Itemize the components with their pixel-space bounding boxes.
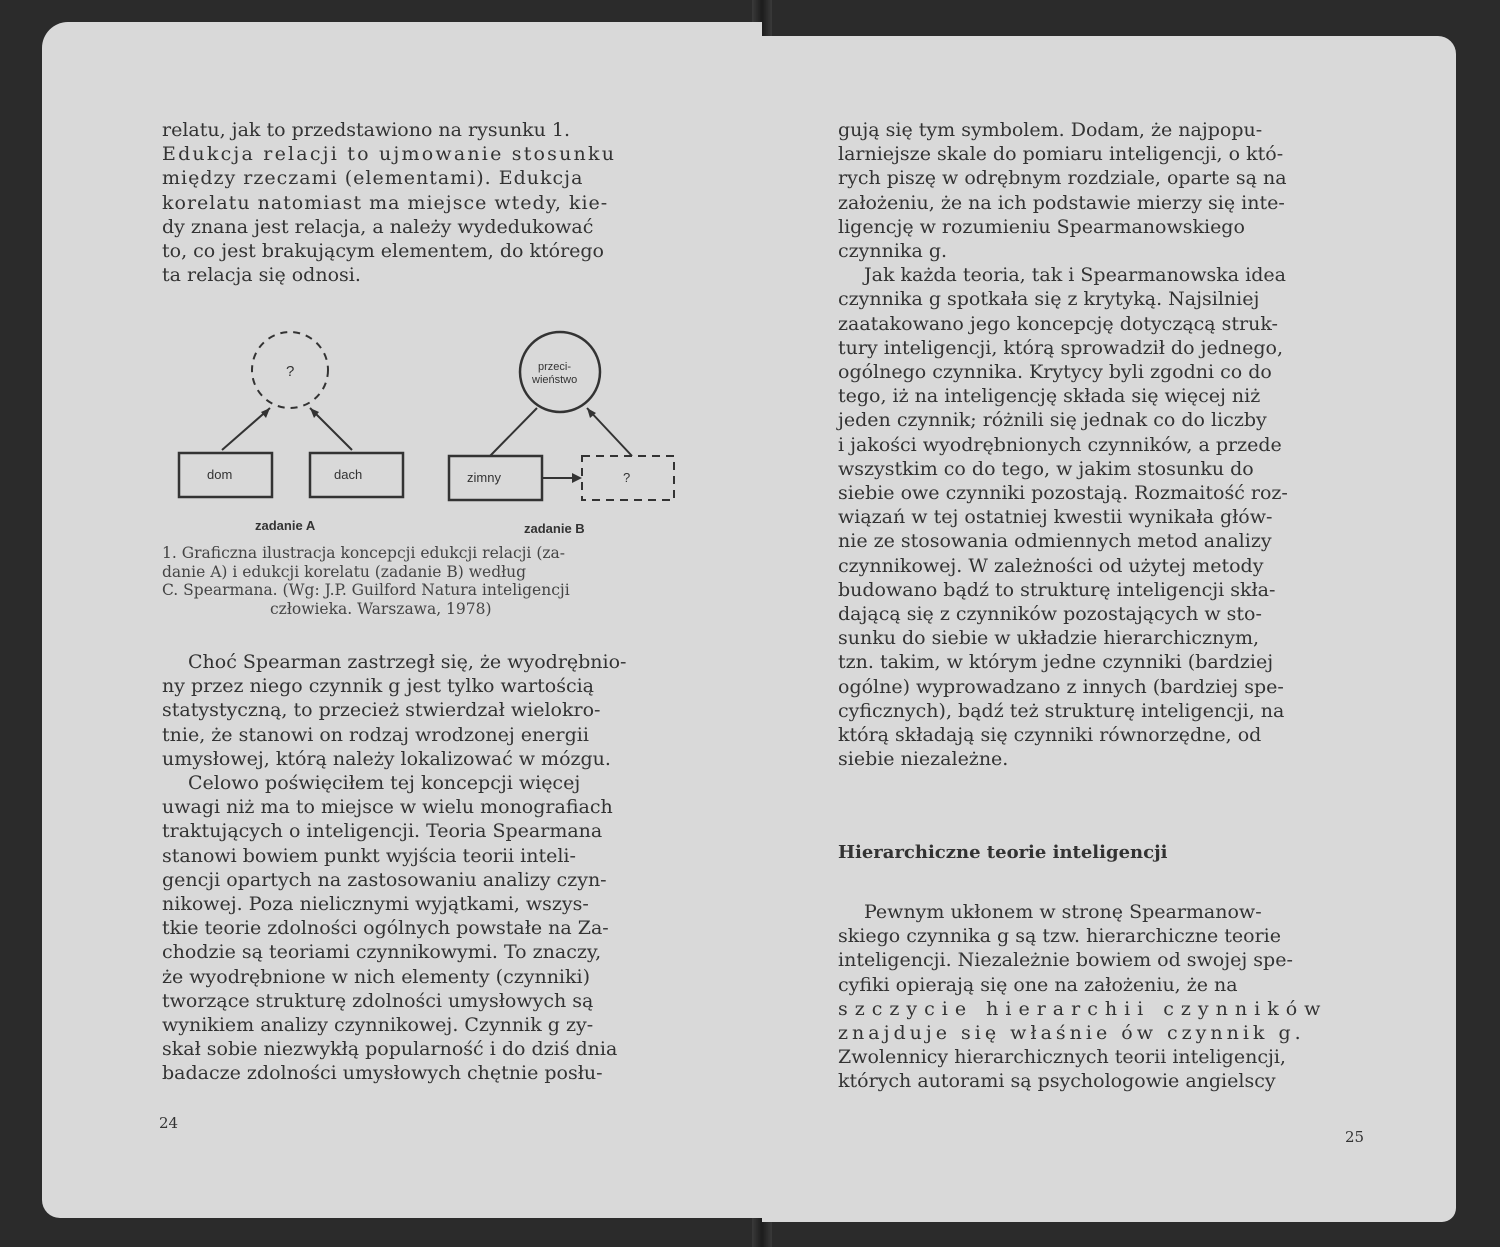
text-line: badacze zdolności umysłowych chętnie posłu- [162,1062,603,1085]
text-line: nikowej. Poza nielicznymi wyjątkami, wszys- [162,893,589,916]
text-line: zaatakowano jego koncepcję dotyczącą struk- [838,312,1278,335]
text-line: tzn. takim, w którym jedne czynniki (bardziej [838,651,1274,674]
task-label: zadanie B [524,521,585,536]
text-line: założeniu, że na ich podstawie mierzy się inte- [838,191,1285,214]
relation-line [490,408,537,456]
text-line: i jakości wyodrębnionych czynników, a przede [838,433,1282,456]
figure-caption [162,544,684,618]
caption-line: człowieka. Warszawa, 1978) [270,599,492,618]
text-line: ogólnego czynnika. Krytycy byli zgodni co do [838,361,1272,384]
task-label: zadanie A [255,518,316,533]
caption-line: C. Spearmana. (Wg: J.P. Guilford Natura inteligencji [162,581,570,599]
text-line: cyficznych), bądź też strukturę inteligencji, na [838,699,1285,722]
text-line: inteligencji. Niezależnie bowiem od swojej spe- [838,949,1293,972]
text-line: wynikiem analizy czynnikowej. Czynnik g zy- [162,1014,594,1037]
arrow-line [587,408,632,456]
text-line: dającą się z czynników pozostających w sto- [838,603,1262,626]
text-line: stanowi bowiem punkt wyjścia teorii inteli- [162,844,576,867]
text-line: znajduje się właśnie ów czynnik g. [838,1022,1305,1045]
page-number: 25 [1345,1128,1365,1146]
unknown-correlate-mark: ? [623,470,631,485]
text-line: czynnika g. [838,240,948,263]
text-line: skiego czynnika g są tzw. hierarchiczne teorie [838,925,1281,948]
text-line: umysłowej, którą należy lokalizować w mózgu. [162,747,611,770]
arrowhead [572,473,582,483]
caption-line: 1. Graficzna ilustracja koncepcji edukcji relacji (za- [162,544,566,562]
text-line: traktujących o inteligencji. Teoria Spearmana [162,820,603,843]
text-line: między rzeczami (elementami). Edukcja [162,167,584,190]
element-label: dom [207,467,233,482]
text-line: ogólne) wyprowadzano z innych (bardziej spe- [838,675,1284,698]
text-line: Jak każda teoria, tak i Spearmanowska idea [864,264,1286,287]
text-line: dy znana jest relacja, a należy wydedukować [162,215,594,238]
element-label: zimny [467,470,501,485]
spearman-diagram [162,322,702,542]
element-label: dach [334,467,363,482]
text-line: siebie niezależne. [838,748,1009,771]
text-line: cyfiki opierają się one na założeniu, że na [838,973,1238,996]
text-line: tkie teorie zdolności ogólnych powstałe na Za- [162,917,609,940]
left-page [42,22,762,1218]
text-line: korelatu natomiast ma miejsce wtedy, kie- [162,191,609,214]
arrowhead [261,408,270,418]
text-line: czynnikowej. W zależności od użytej metody [838,554,1264,577]
section-heading: Hierarchiczne teorie inteligencji [838,842,1168,863]
text-line: tworzące strukturę zdolności umysłowych są [162,989,594,1012]
text-line: rych piszę w odrębnym rozdziale, oparte są na [838,167,1287,190]
text-line: jeden czynnik; różnili się jednak co do liczby [838,409,1267,432]
text-line: szczycie hierarchii czynników [838,997,1328,1020]
text-line: tego, iż na inteligencję składa się więcej niż [838,385,1261,408]
text-line: siebie owe czynniki pozostają. Rozmaitość roz- [838,482,1288,505]
text-line: czynnika g spotkała się z krytyką. Najsilniej [838,288,1260,311]
caption-line: danie A) i edukcji korelatu (zadanie B) według [162,562,527,581]
body-paragraphs [162,650,684,1086]
text-line: chodzie są teoriami czynnikowymi. To znaczy, [162,941,602,964]
text-line: wszystkim co do tego, w jakim stosunku do [838,457,1254,480]
text-line: którą składają się czynniki równorzędne, od [838,724,1262,747]
text-line: Choć Spearman zastrzegł się, że wyodrębnio- [188,651,627,673]
text-line: sunku do siebie w układzie hierarchicznym, [838,627,1260,650]
text-line: Pewnym ukłonem w stronę Spearmanow- [864,901,1262,923]
right-page [762,36,1456,1222]
text-line: nie ze stosowania odmiennych metod analizy [838,530,1272,553]
body-paragraphs-top [838,118,1364,771]
page-number: 24 [159,1114,179,1132]
relation-label: przeci- [538,361,572,373]
intro-paragraph [162,118,685,287]
text-line: ligencję w rozumieniu Spearmanowskiego [838,215,1245,238]
text-line: gują się tym symbolem. Dodam, że najpopu- [838,119,1263,141]
text-line: gencji opartych na zastosowaniu analizy czyn- [162,868,607,891]
text-line: budowano bądź to strukturę inteligencji skła- [838,578,1276,601]
text-line: to, co jest brakującym elementem, do którego [162,240,605,263]
text-line: że wyodrębnione w nich elementy (czynniki) [162,965,591,988]
unknown-relation-mark: ? [286,363,295,380]
arrow-line [222,408,270,450]
text-line: tury inteligencji, którą sprowadził do jednego, [838,336,1283,359]
body-paragraphs-bottom [838,900,1364,1094]
text-line: tnie, że stanowi on rodzaj wrodzonej energii [162,723,589,746]
text-line: skał sobie niezwykłą popularność i do dziś dnia [162,1038,618,1061]
text-line: larniejsze skale do pomiaru inteligencji, o któ- [838,143,1284,166]
text-line: Edukcja relacji to ujmowanie stosunku [162,143,617,166]
text-line: Zwolennicy hierarchicznych teorii inteligencji, [838,1046,1286,1069]
text-line: których autorami są psychologowie angielscy [838,1070,1276,1093]
relation-label: wieństwo [532,374,578,386]
text-line: wiązań w tej ostatniej kwestii wynikała głów- [838,506,1273,529]
text-line: statystyczną, to przecież stwierdzał wielokro- [162,699,601,722]
text-line: uwagi niż ma to miejsce w wielu monografiach [162,796,613,819]
text-line: ta relacja się odnosi. [162,264,361,287]
text-line: relatu, jak to przedstawiono na rysunku 1. [162,119,570,141]
text-line: ny przez niego czynnik g jest tylko wartością [162,675,594,698]
text-line: Celowo poświęciłem tej koncepcji więcej [188,772,581,795]
